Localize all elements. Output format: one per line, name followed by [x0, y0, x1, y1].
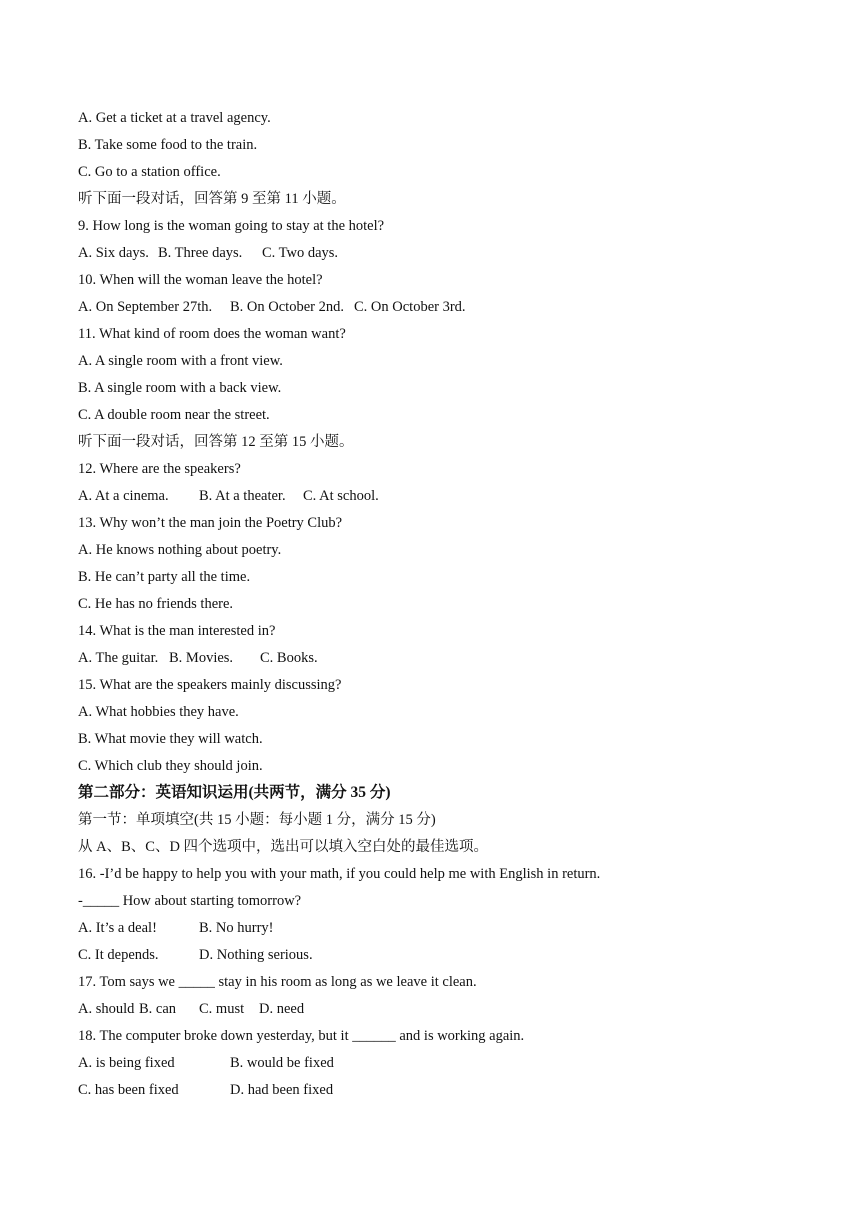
q15-option-a: A. What hobbies they have. — [78, 704, 239, 720]
question-15: 15. What are the speakers mainly discussing? — [78, 677, 342, 693]
exam-page — [78, 108, 798, 1107]
q16-option-a: A. It’s a deal! — [78, 920, 157, 936]
q8-option-b: B. Take some food to the train. — [78, 137, 258, 153]
q9-option-a: A. Six days. — [78, 245, 149, 261]
question-12: 12. Where are the speakers? — [78, 461, 241, 477]
question-17: 17. Tom says we _____ stay in his room as long as we leave it clean. — [78, 974, 477, 990]
section-instruction: 听下面一段对话，回答第 9 至第 11 小题。 — [78, 191, 346, 207]
q17-option-a: A. should — [78, 1001, 135, 1017]
q17-option-d: D. need — [259, 1001, 305, 1017]
q11-option-a: A. A single room with a front view. — [78, 353, 283, 369]
q17-option-c: C. must — [199, 1001, 245, 1017]
q16-option-d: D. Nothing serious. — [199, 947, 313, 963]
section-instruction: 从 A、B、C、D 四个选项中，选出可以填入空白处的最佳选项。 — [78, 839, 489, 855]
question-9: 9. How long is the woman going to stay at the hotel? — [78, 218, 385, 234]
q16-options-cd — [78, 945, 798, 972]
question-16: 16. -I’d be happy to help you with your math, if you could help me with English in return. — [78, 866, 601, 882]
q18-options-ab — [78, 1053, 798, 1080]
q12-option-a: A. At a cinema. — [78, 488, 169, 504]
q16-option-b: B. No hurry! — [199, 920, 274, 936]
q9-option-c: C. Two days. — [262, 245, 339, 261]
q16-option-c: C. It depends. — [78, 947, 159, 963]
q14-option-c: C. Books. — [260, 650, 318, 666]
q10-option-c: C. On October 3rd. — [354, 299, 466, 315]
q13-option-a: A. He knows nothing about poetry. — [78, 542, 282, 558]
question-13: 13. Why won’t the man join the Poetry Club? — [78, 515, 343, 531]
q13-option-c: C. He has no friends there. — [78, 596, 234, 612]
q14-option-a: A. The guitar. — [78, 650, 159, 666]
question-11: 11. What kind of room does the woman want? — [78, 326, 346, 342]
question-18: 18. The computer broke down yesterday, but it ______ and is working again. — [78, 1028, 525, 1044]
q8-option-c: C. Go to a station office. — [78, 164, 221, 180]
q9-option-b: B. Three days. — [158, 245, 243, 261]
q14-options — [78, 648, 798, 675]
q10-option-a: A. On September 27th. — [78, 299, 213, 315]
section-instruction: 听下面一段对话，回答第 12 至第 15 小题。 — [78, 434, 354, 450]
q12-options — [78, 486, 798, 513]
q16-options-ab — [78, 918, 798, 945]
q12-option-c: C. At school. — [303, 488, 379, 504]
q17-options — [78, 999, 798, 1026]
q10-options — [78, 297, 798, 324]
q18-option-a: A. is being fixed — [78, 1055, 175, 1071]
question-10: 10. When will the woman leave the hotel? — [78, 272, 323, 288]
q18-option-d: D. had been fixed — [230, 1082, 334, 1098]
part-two-heading: 第二部分：英语知识运用(共两节，满分 35 分) — [78, 784, 391, 801]
q15-option-c: C. Which club they should join. — [78, 758, 263, 774]
q18-option-c: C. has been fixed — [78, 1082, 179, 1098]
q12-option-b: B. At a theater. — [199, 488, 286, 504]
q8-option-a: A. Get a ticket at a travel agency. — [78, 110, 271, 126]
q15-option-b: B. What movie they will watch. — [78, 731, 263, 747]
q14-option-b: B. Movies. — [169, 650, 234, 666]
q18-option-b: B. would be fixed — [230, 1055, 334, 1071]
q11-option-b: B. A single room with a back view. — [78, 380, 282, 396]
q18-options-cd — [78, 1080, 798, 1107]
section-one-heading: 第一节：单项填空(共 15 小题：每小题 1 分，满分 15 分) — [78, 812, 436, 828]
question-16-reply: -_____ How about starting tomorrow? — [78, 893, 302, 909]
q11-option-c: C. A double room near the street. — [78, 407, 270, 423]
question-14: 14. What is the man interested in? — [78, 623, 276, 639]
q9-options — [78, 243, 798, 270]
q17-option-b: B. can — [139, 1001, 177, 1017]
q13-option-b: B. He can’t party all the time. — [78, 569, 251, 585]
q10-option-b: B. On October 2nd. — [230, 299, 344, 315]
